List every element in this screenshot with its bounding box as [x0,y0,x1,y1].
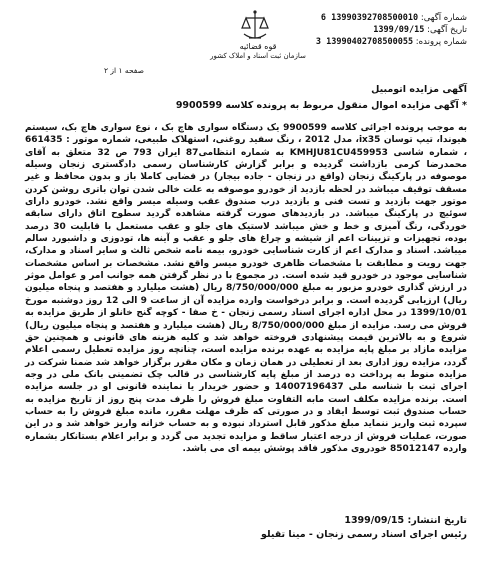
notice-body: به موجب پرونده اجرائی کلاسه 9900599 یک دستگاه سواری هاچ بک ، نوع سواری هاچ بک، سیستم هیوندا، تیپ توسان ix35، مدل 2012 ، رنگ سفید روغنی، استهلاک طبیعی، شماره موتور : 661435 ، شماره شاسی KMHJU81CU459953 به شماره انتظامی87 ایران 793 ص 32 متعلق به آقای محمدرضا کرمی بازداشت گردیده و برابر گزارش کارشناسان رسمی دادگستری زنجان وسیله موصوفه در پارکینگ زنجان (واقع در زنجان - جاده بیجار) در فضایی کاملا باز و بدون محافظ و غیر مسقف توقیف میباشد در لحظه بازدید از خودرو موصوفه به علت خالی شدن توان باتری روشن کردن موتور جهت بازدید و تست فنی و بازدید درب صندوق عقب وسیله میسر واقع نشد. خودرو دارای سوئیچ در پارکینگ میباشد. در بازدیدهای صورت گرفته مشاهده گردید سطوح اتاق دارای سابقه خوردگی، رنگ آمیزی و خط و خش میباشد لاستیک های جلو و عقب مستعمل با قابلیت 30 درصد بوده، تجهیزات و تزیینات اعم از شیشه و چراغ های جلو و عقب و آینه ها، تودوزی و داشبورد سالم میباشد. اسناد و مدارک اعم از کارت شناسایی خودرو، بیمه نامه شخص ثالث و سایر اسناد و مدارک، جهت رویت و مطابقت با مشخصات ظاهری خودرو میسر واقع نشد. مشخصات بر اساس مشخصات شناسایی موجود در خودرو قید شده است. در مجموع با در نظر گرفتن همه جوانب امر و عوامل موثر در ارزش گذاری خودرو مزبور به مبلغ 8/750/000/000 ریال (هشت میلیارد و هفتصد و پنجاه میلیون ریال) ارزیابی گردیده است. و برابر درخواست وارده مزایده آن از ساعت 9 الی 12 روز دوشنبه مورخ 1399/10/01 در محل اداره اجرای اسناد رسمی زنجان - خ صفا - کوچه گنج خانلو از طریق مزایده به فروش می رسد. مزایده از مبلغ 8/750/000/000 ریال (هشت میلیارد و هفتصد و پنجاه میلیون ریال) شروع و به بالاترین قیمت پیشنهادی فروخته خواهد شد و کلیه هزینه های قانونی و همچنین حق مزایده مازاد بر مبلغ پایه مزایده به عهده برنده مزایده است، چنانچه روز مزایده تعطیل رسمی اعلام گردد، مزایده روز اداری بعد از تعطیلی در همان زمان و مکان مقرر برگزار خواهد شد ضمنا شرکت در مزایده منوط به پرداخت ده درصد از مبلغ پایه کارشناسی در قالب چک تضمینی بانک ملی در وجه اجرای ثبت با شناسه ملی 14007196437 و حضور خریدار یا نماینده قانونی او در جلسه مزایده است. برنده مزایده مکلف است مابه التفاوت مبلغ فروش را ظرف مدت پنج روز از تاریخ مزایده به حساب صندوق ثبت توسط ایفاد و در صورتی که ظرف مهلت مقرر، مانده مبلغ فروش را به حساب سپرده ثبت واریز ننماید مبلغ مذکور قابل استرداد نبوده و به حساب خزانه واریز خواهد شد و در این صورت، عملیات فروش از درجه اعتبار ساقط و مزایده تجدید می گردد و برابر اعلام بستانکار بشماره وارده 85012147 خودروی مذکور فاقد پوشش بیمه ای می باشد. [25,123,468,454]
notice-title: آگهی مزایده اتومبیل [371,84,467,95]
org-subname: سازمان ثبت اسناد و املاک کشور [210,52,306,60]
case-number-label: شماره پرونده: [415,37,467,47]
ad-number: 13990392708500010 6 [320,13,419,23]
ad-date-row [267,24,467,36]
org-name: قوه قضائیه [239,42,277,51]
notice-footer [167,514,467,542]
signer: رئیس اجرای اسناد رسمی زنجان - مینا تقیلو [260,529,467,540]
ad-number-row [267,12,467,24]
page-indicator: صفحه ۱ از ۲ [104,66,144,75]
publish-date-label: تاریخ انتشار: [407,515,467,526]
notice-subtitle: * آگهی مزایده اموال منقول مربوط به پرونده کلاسه 9900599 [175,100,467,111]
case-number: 13990402708500055 3 [315,37,414,47]
publish-date-row [167,514,467,528]
document-meta [267,12,467,48]
case-number-row [267,36,467,48]
publish-date: 1399/09/15 [344,515,405,526]
ad-date-label: تاریخ آگهی: [427,25,467,35]
ad-date: 1399/09/15 [373,25,425,35]
ad-number-label: شماره آگهی: [420,13,467,23]
